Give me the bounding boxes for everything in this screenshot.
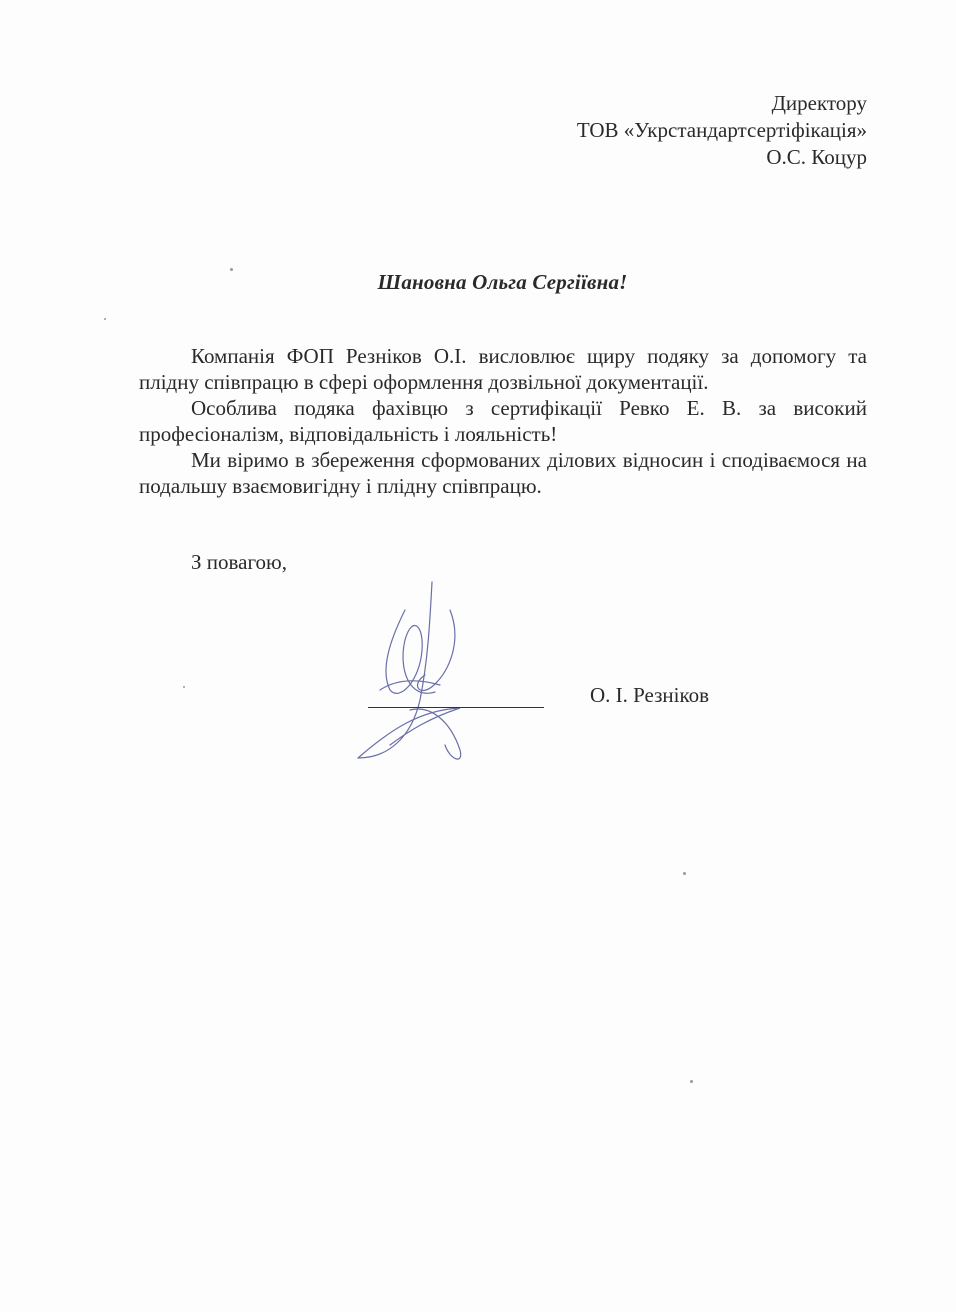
scan-speck (183, 686, 185, 688)
scan-speck (230, 268, 233, 271)
salutation: Шановна Ольга Сергіївна! (377, 270, 628, 294)
addressee-title: Директору (771, 91, 867, 115)
addressee-name: О.С. Коцур (766, 145, 867, 169)
paragraph-cooperation: Ми віримо в збереження сформованих ділових відносин і сподіваємося на подальшу взаємовигідну і плідну співпрацю. (139, 448, 867, 498)
scan-speck (690, 1080, 693, 1083)
signer-name: О. І. Резніков (590, 683, 710, 707)
letter-body (139, 343, 867, 499)
paragraph-special-thanks: Особлива подяка фахівцю з сертифікації Ревко Е. В. за високий професіоналізм, відповідальність і лояльність! (139, 396, 867, 446)
addressee-block (577, 90, 867, 171)
paragraph-gratitude: Компанія ФОП Резніков О.І. висловлює щиру подяку за допомогу та плідну співпрацю в сфері оформлення дозвільної документації. (139, 344, 867, 394)
scan-speck (683, 872, 686, 875)
addressee-company: ТОВ «Укрстандартсертіфікація» (576, 118, 867, 142)
closing-phrase: З повагою, (191, 550, 287, 574)
handwritten-signature (350, 580, 480, 770)
signature-line (368, 707, 544, 708)
scan-speck (104, 318, 106, 320)
